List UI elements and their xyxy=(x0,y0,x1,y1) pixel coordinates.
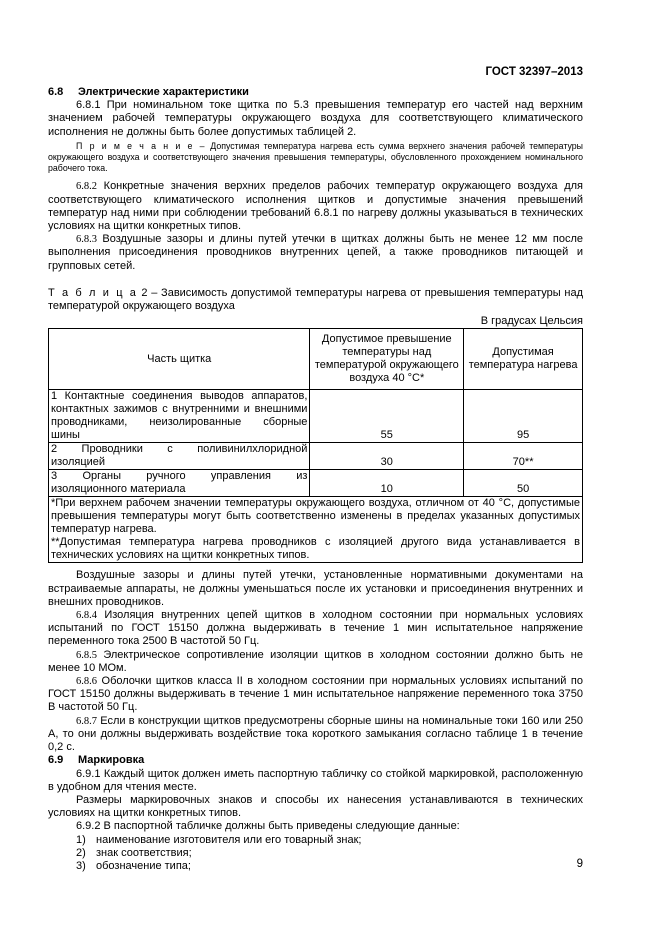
header-rise: Допустимое превышение температуры над температурой окружающего воздуха 40 °С* xyxy=(310,329,464,390)
data-list xyxy=(48,834,583,874)
header-part: Часть щитка xyxy=(49,329,310,390)
paragraph-6-9-2: 6.9.2 В паспортной табличке должны быть приведены следующие данные: xyxy=(76,820,460,833)
table-footnotes xyxy=(49,497,583,563)
paragraph-6-8-4 xyxy=(48,609,583,649)
header-temp: Допустимая температура нагрева xyxy=(464,329,583,390)
section-number: 6.9 xyxy=(48,754,64,767)
table-caption xyxy=(48,287,583,313)
footnote-2: **Допустимая температура нагрева проводников с изоляцией другого вида устанавливается в технических условиях на щитки конкретных типов. xyxy=(51,536,580,562)
cell-rise: 55 xyxy=(310,390,464,443)
part-text: 3 Органы ручного управления из xyxy=(51,470,308,483)
part-text: 1 Контактные соединения выводов аппаратов, контактных зажимов с внутренними и внешними проводниками, неизолированные сборные xyxy=(51,390,308,429)
clause-text: Если в конструкции щитков предусмотрены сборные шины на номинальные токи 160 или 250 А, то они должны выдерживать воздействие тока короткого замыкания согласно таблице 1 в течение 0,2 с. xyxy=(48,714,583,754)
paragraph-sizes: Размеры маркировочных знаков и способы их нанесения устанавливаются в технических условиях на щитки конкретных типов. xyxy=(48,793,583,820)
table-row xyxy=(49,443,583,470)
table-header-row xyxy=(49,329,583,390)
cell-part xyxy=(49,470,310,497)
cell-temp: 70** xyxy=(464,443,583,470)
table-2 xyxy=(48,328,583,563)
list-item xyxy=(48,834,583,847)
part-text-end: изоляцией xyxy=(51,456,106,469)
cell-temp: 50 xyxy=(464,470,583,497)
cell-rise: 30 xyxy=(310,443,464,470)
section-title: Электрические характеристики xyxy=(78,86,249,98)
list-text: знак соответствия; xyxy=(96,846,192,859)
note-text: Допустимая температура нагрева есть сумма верхнего значения рабочей температуры окружающего воздуха и соответствующего значения превышения температуры, обусловленного прохождением номинального рабочего тока. xyxy=(48,140,583,174)
table-footnote-row xyxy=(49,497,583,563)
list-number: 1) xyxy=(76,833,86,846)
cell-part xyxy=(49,390,310,443)
section-title-6-9 xyxy=(48,754,583,767)
clause-text: Оболочки щитков класса II в холодном состоянии при нормальных условиях испытаний по ГОСТ 15150 должны выдерживать в течение 1 мин испытательное напряжение переменного тока 3750 В частотой 50 Гц. xyxy=(48,675,583,714)
part-text-end: шины xyxy=(51,429,80,442)
section-title: Маркировка xyxy=(78,754,145,767)
clause-text: Изоляция внутренних цепей щитков в холодном состоянии при нормальных условиях испытаний по ГОСТ 15150 должна выдерживать в течение 1 мин испытательное напряжение переменного тока 2500 В частотой 50 Гц. xyxy=(48,609,583,648)
table-label: Т а б л и ц а xyxy=(48,286,138,299)
clause-number: 6.8.6 xyxy=(76,676,97,688)
section-number: 6.8 xyxy=(48,86,64,98)
clause-number: 6.8.2 xyxy=(76,181,97,193)
paragraph-6-8-1: 6.8.1 При номинальном токе щитка по 5.3 превышения температур его частей над верхним значением рабочей температуры окружающего воздуха для соответствующего климатического исполнения не должны быть более допустимых таблицей 2. xyxy=(48,99,583,138)
document-header: ГОСТ 32397–2013 xyxy=(485,66,583,78)
paragraph-6-8-7 xyxy=(48,715,583,755)
page-content xyxy=(48,86,583,873)
list-number: 3) xyxy=(76,859,86,872)
footnote-1: *При верхнем рабочем значении температуры окружающего воздуха, отличном от 40 °С, допустимые превышения температуры могут быть соответственно изменены в пределах указанных допустимых температур нагрева. xyxy=(51,497,580,536)
note-label: П р и м е ч а н и е – xyxy=(76,140,207,151)
table-caption-text: 2 – Зависимость допустимой температуры нагрева от превышения температуры над температурой окружающего воздуха xyxy=(48,286,583,313)
cell-rise: 10 xyxy=(310,470,464,497)
clause-number: 6.8.4 xyxy=(76,610,97,622)
paragraph-6-8-6 xyxy=(48,675,583,715)
cell-part xyxy=(49,443,310,470)
table-units: В градусах Цельсия xyxy=(480,315,583,328)
paragraph-6-9-1: 6.9.1 Каждый щиток должен иметь паспортную табличку со стойкой маркировкой, расположенную в удобном для чтения месте. xyxy=(48,767,583,793)
list-item xyxy=(48,847,583,860)
paragraph-6-8-2 xyxy=(48,180,583,233)
paragraph-air-gaps: Воздушные зазоры и длины путей утечки, установленные нормативными документами на встраиваемые аппараты, не должны уменьшаться после их установки и присоединения внутренних и внешних проводников. xyxy=(48,569,583,608)
clause-text: Электрическое сопротивление изоляции щитков в холодном состоянии должно быть не менее 10 МОм. xyxy=(48,648,583,674)
clause-text: Конкретные значения верхних пределов рабочих температур окружающего воздуха для соответствующего климатического исполнения щитков и допустимые значения превышений температур над ними при соблюдении требований 6.8.1 по нагреву должны указываться в технических условиях на щитки конкретных типов. xyxy=(48,180,583,233)
table-row xyxy=(49,470,583,497)
note xyxy=(48,141,583,175)
part-text: 2 Проводники с поливинилхлоридной xyxy=(51,443,308,456)
clause-text: Воздушные зазоры и длины путей утечки в щитках должны быть не менее 12 мм после выполнения присоединения проводников внутренних цепей, а также проводников питающей и групповых сетей. xyxy=(48,233,584,272)
part-text-end: изоляционного материала xyxy=(51,483,186,496)
list-number: 2) xyxy=(76,846,86,859)
clause-number: 6.8.5 xyxy=(76,649,97,661)
list-text: обозначение типа; xyxy=(96,859,191,872)
paragraph-6-8-3 xyxy=(48,233,583,273)
table-row xyxy=(49,390,583,443)
clause-number: 6.8.7 xyxy=(76,715,97,727)
list-text: наименование изготовителя или его товарный знак; xyxy=(96,833,362,846)
paragraph-6-8-5 xyxy=(48,649,583,675)
list-item xyxy=(48,860,583,873)
cell-temp: 95 xyxy=(464,390,583,443)
section-title-6-8 xyxy=(48,86,583,99)
clause-number: 6.8.3 xyxy=(76,234,97,246)
page-number: 9 xyxy=(576,858,583,870)
